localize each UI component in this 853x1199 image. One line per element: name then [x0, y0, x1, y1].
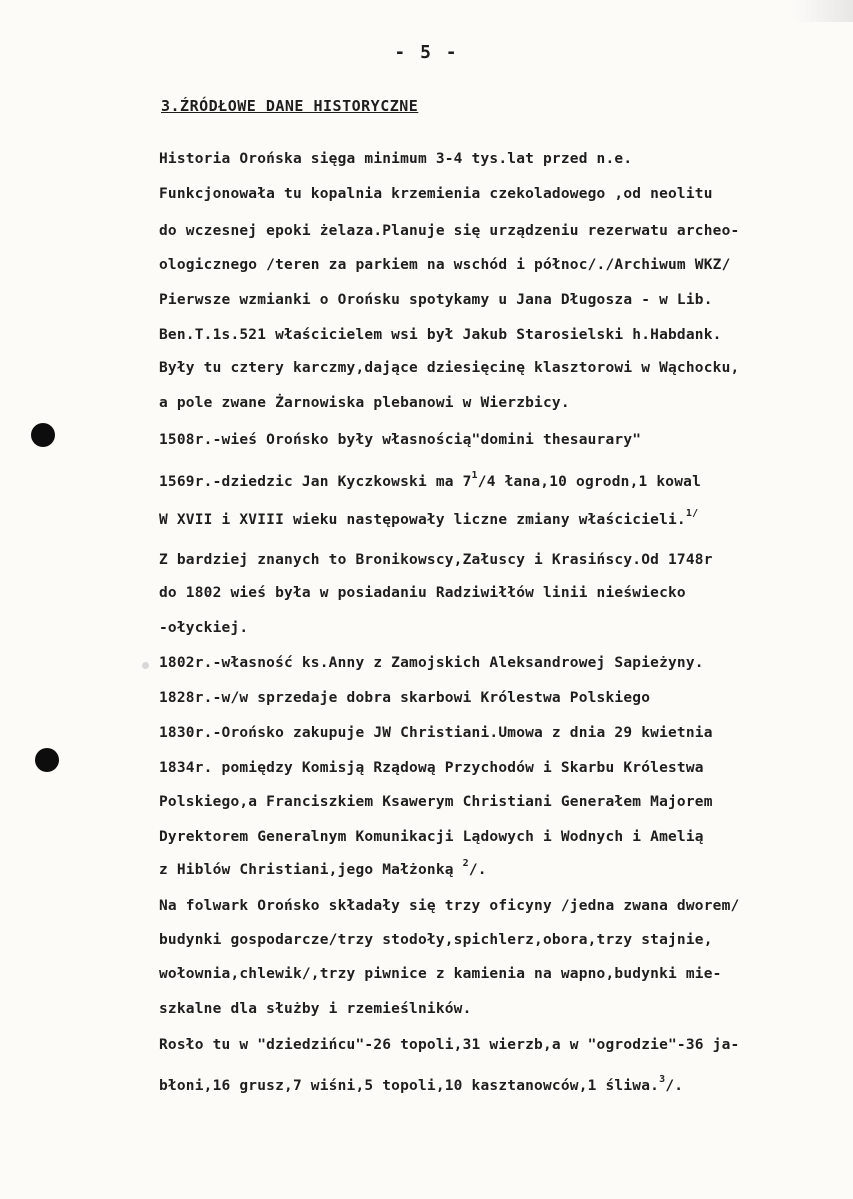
corner-mark: [793, 0, 853, 22]
text-line: 1569r.-dziedzic Jan Kyczkowski ma $7^1/4$ łana,10 ogrodn,1 kowal: [159, 470, 702, 490]
text-line: 1830r.-Orońsko zakupuje JW Christiani.Umowa z dnia 29 kwietnia: [159, 725, 713, 741]
text-line: ologicznego /teren za parkiem na wschód i północ/./Archiwum WKZ/: [159, 257, 731, 273]
text-line: błoni,16 grusz,7 wiśni,5 topoli,10 kasztanowców,1 śliwa.$^3$/.: [159, 1074, 684, 1094]
text-line: szkalne dla służby i rzemieślników.: [159, 1001, 472, 1017]
text-line: Pierwsze wzmianki o Orońsku spotykamy u Jana Długosza - w Lib.: [159, 292, 713, 308]
text-line: wołownia,chlewik/,trzy piwnice z kamienia na wapno,budynki mie-: [159, 966, 722, 982]
text-line: -ołyckiej.: [159, 620, 249, 636]
text-line: Na folwark Orońsko składały się trzy oficyny /jedna zwana dworem/: [159, 898, 740, 914]
footnote-1: 1/: [685, 508, 699, 519]
text-line: Ben.T.1s.521 właścicielem wsi był Jakub Starosielski h.Habdank.: [159, 327, 722, 343]
punch-hole-bottom: [35, 748, 59, 772]
footnote-2: 2: [462, 858, 469, 869]
text-line: do wczesnej epoki żelaza.Planuje się urządzeniu rezerwatu archeo-: [159, 223, 740, 239]
text-line: Z bardziej znanych to Bronikowscy,Załuscy i Krasińscy.Od 1748r: [159, 552, 713, 568]
text-line: Dyrektorem Generalnym Komunikacji Lądowych i Wodnych i Amelią: [159, 829, 704, 845]
text-line: Polskiego,a Franciszkiem Ksawerym Christiani Generałem Majorem: [159, 794, 713, 810]
text-line: do 1802 wieś była w posiadaniu Radziwiłłów linii nieświecko: [159, 585, 686, 601]
page-number: - 5 -: [394, 42, 459, 63]
text-line: Historia Orońska sięga minimum 3-4 tys.lat przed n.e.: [159, 151, 633, 167]
text-line: z Hiblów Christiani,jego Małżonką $^2$/.: [159, 858, 487, 878]
section-heading: 3.ŹRÓDŁOWE DANE HISTORYCZNE: [161, 97, 419, 115]
text-line: Były tu cztery karczmy,dające dziesięcinę klasztorowi w Wąchocku,: [159, 360, 740, 376]
margin-mark: [142, 662, 149, 669]
punch-hole-top: [31, 423, 55, 447]
text-line: Rosło tu w "dziedzińcu"-26 topoli,31 wierzb,a w "ogrodzie"-36 ja-: [159, 1037, 740, 1053]
text-line: budynki gospodarcze/trzy stodoły,spichlerz,obora,trzy stajnie,: [159, 932, 713, 948]
text-line: 1802r.-własność ks.Anny z Zamojskich Aleksandrowej Sapieżyny.: [159, 655, 704, 671]
text-line: Funkcjonowała tu kopalnia krzemienia czekoladowego ,od neolitu: [159, 186, 713, 202]
text-line: 1508r.-wieś Orońsko były własnością"domini thesaurary": [159, 432, 642, 448]
text-line: W XVII i XVIII wieku następowały liczne zmiany właścicieli.$^{1/}$: [159, 508, 699, 528]
text-line: 1834r. pomiędzy Komisją Rządową Przychodów i Skarbu Królestwa: [159, 760, 704, 776]
text-line: 1828r.-w/w sprzedaje dobra skarbowi Królestwa Polskiego: [159, 690, 651, 706]
text-line: a pole zwane Żarnowiska plebanowi w Wierzbicy.: [159, 395, 570, 411]
fraction-numerator: 1: [471, 470, 478, 481]
footnote-3: 3: [659, 1074, 666, 1085]
